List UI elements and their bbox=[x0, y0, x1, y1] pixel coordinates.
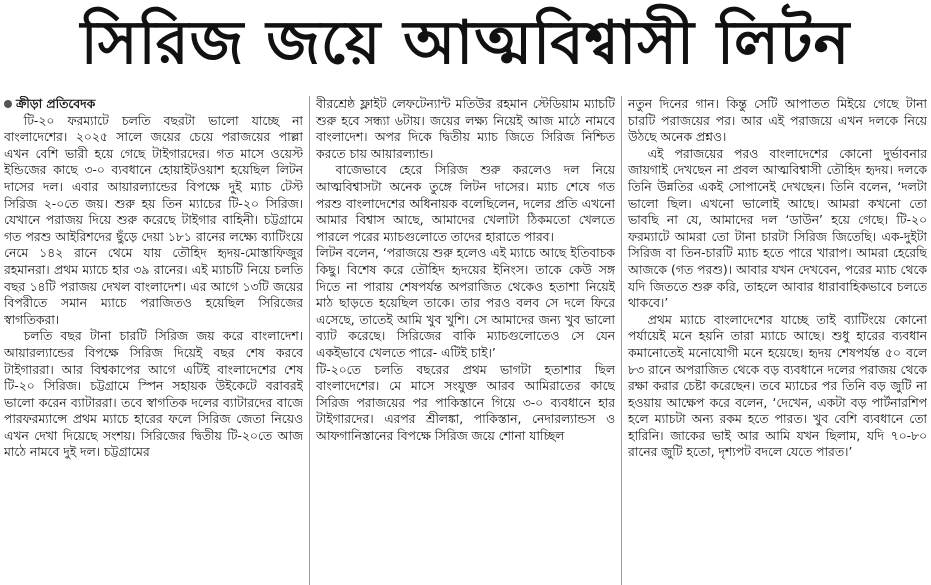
headline: সিরিজ জয়ে আত্মবিশ্বাসী লিটন bbox=[80, 8, 851, 78]
paragraph: চলতি বছর টানা চারটি সিরিজ জয় করে বাংলাদেশ। আয়ারল্যান্ডের বিপক্ষে সিরিজ দিয়েই বছর শেষ করবে টাইগাররা। আর বিশ্বকাপের আগে এটিই বাংলাদেশের শেষ টি-২০ সিরিজ। চট্টগ্রামে স্পিন সহায়ক উইকেটে বরাবরই ভালো করেন ব্যাটাররা। তবে স্বাগতিক দলের ব্যাটারদের বাজে পারফরম্যান্সে প্রথম ম্যাচে হারের ফলে সিরিজ জেতা নিয়েও এখন দেখা দিয়েছে সংশয়। সিরিজের দ্বিতীয় টি-২০তে আজ মাঠে নামবে দুই দল। চট্টগ্রামের bbox=[4, 329, 303, 460]
paragraph: টি-২০ ফরম্যাটে চলতি বছরটা ভালো যাচ্ছে না বাংলাদেশের। ২০২৫ সালে জয়ের চেয়ে পরাজয়ের পাল্লা এখন বেশি ভারী হয়ে গেছে টাইগারদের। গত মাসে ওয়েস্ট ইন্ডিজের কাছে ৩-০ ব্যবধানে হোয়াইটওয়াশ হয়েছিল লিটন দাসের দল। এবার আয়ারল্যান্ডের বিপক্ষে দুই ম্যাচ টেস্ট সিরিজ ২-০তে জয়। শুরু হয় তিন ম্যাচের টি-২০ সিরিজ। যেখানে পরাজয় দিয়ে শুরু করেছে টাইগার বাহিনী। চট্টগ্রামে গত পরশু আইরিশদের ছুঁড়ে দেয়া ১৮১ রানের লক্ষ্যে ব্যাটিংয়ে নেমে ১৪২ রানে থেমে যায় তৌহিদ হৃদয়-মোস্তাফিজুর রহমানরা। প্রথম ম্যাচে হার ৩৯ রানের। এই ম্যাচটি নিয়ে চলতি বছর ১৪টি পরাজয় দেখল বাংলাদেশ। এর আগে ১৩টি জয়ের বিপরীতে সমান ম্যাচে পরাজিতও হয়েছিল সিরিজের স্বাগতিকরা। bbox=[4, 113, 303, 327]
article-body bbox=[4, 96, 927, 585]
headline-banner bbox=[0, 0, 931, 86]
paragraph: প্রথম ম্যাচে বাংলাদেশের যাচ্ছে তাই ব্যাটিংয়ে কোনো পর্যায়েই মনে হয়নি তারা ম্যাচে আছে। শুধু হারের ব্যবধান কমানোতেই মনোযোগী মনে হয়েছে। হৃদয় শেষপর্যন্ত ৫০ বলে ৮৩ রানে অপরাজিত থেকে বড় ব্যবধানে দলের পরাজয় থেকে রক্ষা করার চেষ্টা করেছেন। তবে ম্যাচের পর তিনি বড় জুটি না হওয়ায় আক্ষেপ করে বলেন, ‘দেখেন, একটা বড় পার্টনারশিপ হলে ম্যাচটা অন্য রকম হতে পারত। খুব বেশি ব্যবধানে তো হারিনি। জাকের ভাই আর আমি যখন ছিলাম, যদি ৭০-৮০ রানের জুটি হতো, দৃশ্যপট বদলে যেতে পারত।’ bbox=[628, 312, 927, 460]
paragraph: টি-২০তে চলতি বছরের প্রথম ভাগটা হতাশার ছিল বাংলাদেশের। মে মাসে সংযুক্ত আরব আমিরাতের কাছে সিরিজ পরাজয়ের পর পাকিস্তানে গিয়ে ৩-০ ব্যবধানে হার টাইগারদের। এরপর শ্রীলঙ্কা, পাকিস্তান, নেদারল্যান্ডস ও আফগানিস্তানের বিপক্ষে সিরিজ জয়ে শোনা যাচ্ছিল bbox=[316, 362, 615, 443]
paragraph: বীরশ্রেষ্ঠ ফ্লাইট লেফটেন্যান্ট মতিউর রহমান স্টেডিয়াম ম্যাচটি শুরু হবে সন্ধ্যা ৬টায়। জয়ের লক্ষ্য নিয়েই আজ মাঠে নামবে বাংলাদেশ। অপর দিকে দ্বিতীয় ম্যাচ জিতে সিরিজ নিশ্চিত করতে চায় আয়ারল্যান্ড। bbox=[316, 97, 615, 161]
bullet-icon bbox=[4, 100, 12, 108]
paragraph: লিটন বলেন, ‘পরাজয়ে শুরু হলেও এই ম্যাচে আছে ইতিবাচক কিছু। বিশেষ করে তৌহিদ হৃদয়ের ইনিংস। তাকে কেউ সঙ্গ দিতে না পারায় শেষপর্যন্ত অপরাজিত থেকেও হতাশা নিয়েই মাঠ ছাড়তে হয়েছিল তাকে। তার পরও বলব সে দলে ফিরে এসেছে, তাতেই আমি খুব খুশি। সে আমাদের জন্য খুব ভালো ব্যাট করেছে। সিরিজের বাকি ম্যাচগুলোতেও সে যেন একইভাবে খেলতে পারে- এটিই চাই।’ bbox=[316, 246, 615, 360]
article-column-2 bbox=[309, 96, 615, 585]
article-column-3 bbox=[621, 96, 927, 585]
paragraph: বাজেভাবে হেরে সিরিজ শুরু করলেও দল নিয়ে আত্মবিশ্বাসটা অনেক তুঙ্গে লিটন দাসের। ম্যাচ শেষে গত পরশু বাংলাদেশের অধিনায়ক বলেছিলেন, দলের প্রতি এখনো আমার বিশ্বাস আছে, আমাদের খেলাটা ঠিকমতো খেলতে পারলে পরের ম্যাচগুলোতে তাদের হারাতে পারব। bbox=[316, 163, 615, 244]
paragraph: এই পরাজয়ের পরও বাংলাদেশের কোনো দুর্ভাবনার জায়গাই দেখছেন না প্রবল আত্মবিশ্বাসী তৌহিদ হৃদয়। দলকে তিনি উন্নতির একই সোপানেই দেখছেন। তিনি বলেন, ‘দলটা ভালো ছিল। এখনো ভালোই আছে। আমরা কখনো তো ভাবছি না যে, আমাদের দল ‘ডাউন’ হয়ে গেছে। টি-২০ ফরম্যাটে আমরা তো টানা চারটা সিরিজ জিতেছি। এক-দুইটা সিরিজ বা তিন-চারটি ম্যাচ হতে পারে খারাপ। আমরা হেরেছি আজকে (গত পরশু)। আবার যখন দেখবেন, পরের ম্যাচ থেকে যদি জিততে শুরু করি, তাহলে আবার ধারাবাহিকভাবে চলতে থাকবে।’ bbox=[628, 146, 927, 311]
byline-text: ক্রীড়া প্রতিবেদক bbox=[16, 97, 96, 111]
paragraph: নতুন দিনের গান। কিন্তু সেটি আপাতত মিইয়ে গেছে টানা চারটি পরাজয়ের পর। আর এই পরাজয়ে এখন দলকে নিয়ে উঠছে অনেক প্রশ্নও। bbox=[628, 97, 927, 145]
byline bbox=[4, 96, 303, 113]
article-column-1 bbox=[4, 96, 303, 585]
